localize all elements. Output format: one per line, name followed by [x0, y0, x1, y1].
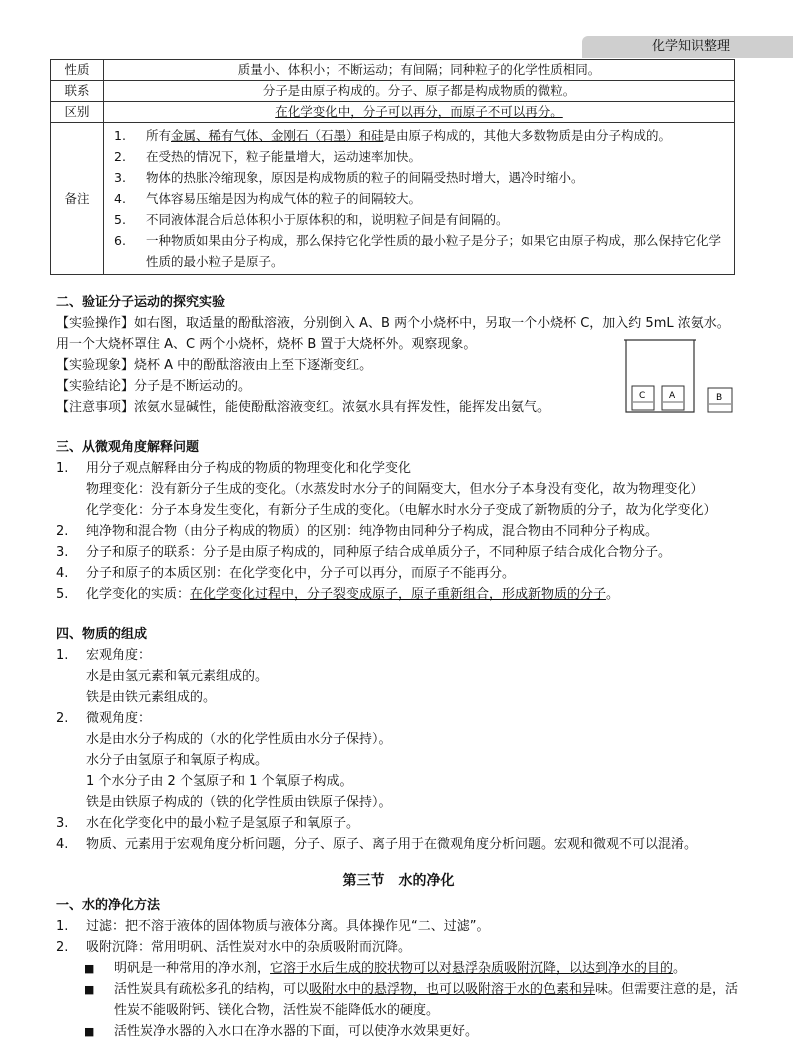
- note-text-post: 是由原子构成的，其他大多数物质是由分子构成的。: [383, 128, 672, 143]
- note-item: [112, 188, 728, 209]
- bullet-text-underlined: 吸附水中的悬浮物，也可以吸附溶于水的色素和异: [309, 982, 596, 997]
- list-number: 1.: [56, 919, 69, 934]
- note-text-underlined: 金属、稀有气体、金刚石（石墨）和硅: [171, 128, 384, 143]
- beaker-diagram: [624, 336, 744, 416]
- bullet-text-post: 。: [673, 961, 687, 976]
- list-number: 1.: [56, 648, 69, 663]
- list-text: 宏观角度：: [86, 648, 152, 663]
- bullet-item: [56, 958, 741, 979]
- composition-section: [56, 624, 741, 855]
- bullet-item: [56, 1021, 741, 1042]
- bullet-square-icon: ■: [84, 983, 95, 996]
- table-row: [51, 60, 735, 81]
- list-text: 微观角度：: [86, 711, 152, 726]
- note-text: 物体的热胀冷缩现象，原因是构成物质的粒子的间隔受热时增大，遇冷时缩小。: [146, 170, 584, 185]
- list-item: [56, 834, 741, 855]
- bullet-item: [56, 979, 741, 1021]
- list-item: [56, 916, 741, 937]
- list-number: 2.: [56, 711, 69, 726]
- beaker-label-a: A: [669, 391, 676, 401]
- list-number: 5.: [56, 587, 69, 602]
- note-number: 4.: [114, 191, 126, 206]
- list-subitem: 铁是由铁原子构成的（铁的化学性质由铁原子保持）。: [86, 795, 392, 810]
- list-item: [56, 708, 741, 729]
- list-text: 用分子观点解释由分子构成的物质的物理变化和化学变化: [86, 461, 412, 476]
- row-value: [104, 102, 735, 123]
- note-item: [112, 209, 728, 230]
- list-subitem: 水分子由氢原子和氧原子构成。: [86, 753, 269, 768]
- list-text: 纯净物和混合物（由分子构成的物质）的区别：纯净物由同种分子构成，混合物由不同种分子构成。: [86, 524, 659, 539]
- list-number: 3.: [56, 545, 69, 560]
- row-key: 联系: [51, 81, 104, 102]
- row-value: 分子是由原子构成的。分子、原子都是构成物质的微粒。: [104, 81, 735, 102]
- notes-cell: [104, 123, 735, 275]
- list-subitem: 物理变化：没有新分子生成的变化。（水蒸发时水分子的间隔变大，但水分子本身没有变化，故为物理变化）: [86, 482, 704, 497]
- row-value: 质量小、体积小；不断运动；有间隔；同种粒子的化学性质相同。: [104, 60, 735, 81]
- note-number: 2.: [114, 149, 126, 164]
- list-item: [56, 458, 741, 479]
- list-text-underlined: 在化学变化过程中，分子裂变成原子，原子重新组合，形成新物质的分子: [190, 587, 607, 602]
- note-text: 在受热的情况下，粒子能量增大，运动速率加快。: [146, 149, 422, 164]
- row-value-text: 在化学变化中，分子可以再分，而原子不可以再分。: [275, 104, 563, 119]
- note-item: [112, 146, 728, 167]
- list-text: 过滤：把不溶于液体的固体物质与液体分离。具体操作见“二、过滤”。: [86, 919, 490, 934]
- micro-section: [56, 437, 741, 605]
- main-content: [56, 292, 741, 1042]
- note-number: 1.: [114, 128, 126, 143]
- section-title: 第三节 水的净化: [342, 873, 455, 889]
- list-number: 2.: [56, 940, 69, 955]
- list-text: 水在化学变化中的最小粒子是氢原子和氧原子。: [86, 816, 360, 831]
- note-item: [112, 167, 728, 188]
- bullet-text-pre: 明矾是一种常用的净水剂，: [114, 961, 271, 976]
- list-subitem: 水是由氢元素和氧元素组成的。: [86, 669, 269, 684]
- bullet-square-icon: ■: [84, 962, 95, 975]
- note-item: [112, 230, 728, 272]
- list-item: [56, 542, 741, 563]
- list-text: 吸附沉降：常用明矾、活性炭对水中的杂质吸附而沉降。: [86, 940, 412, 955]
- bullet-text-pre: 活性炭具有疏松多孔的结构，可以: [114, 982, 310, 997]
- row-key: 性质: [51, 60, 104, 81]
- experiment-phenomenon: 【实验现象】烧杯 A 中的酚酞溶液由上至下逐渐变红。: [56, 358, 373, 373]
- list-item: [56, 584, 741, 605]
- list-text: 物质、元素用于宏观角度分析问题，分子、原子、离子用于在微观角度分析问题。宏观和微观不可以混淆。: [86, 837, 698, 852]
- list-subitem: 化学变化：分子本身发生变化，有新分子生成的变化。（电解水时水分子变成了新物质的分子，故为化学变化）: [86, 503, 717, 518]
- list-item: [56, 563, 741, 584]
- row-key: 区别: [51, 102, 104, 123]
- list-subitem: 水是由水分子构成的（水的化学性质由水分子保持）。: [86, 732, 392, 747]
- list-number: 1.: [56, 461, 69, 476]
- section-heading: 三、从微观角度解释问题: [56, 440, 200, 455]
- beaker-label-c: C: [639, 391, 646, 401]
- bullet-text-post: 味。但需要注意的是，活性炭不能吸附钙、镁化合物，活性炭不能降低水的硬度。: [114, 982, 739, 1018]
- note-text-pre: 所有: [146, 128, 172, 143]
- bullet-text: 活性炭净水器的入水口在净水器的下面，可以使净水效果更好。: [114, 1024, 479, 1039]
- table-row: [51, 81, 735, 102]
- experiment-conclusion: 【实验结论】分子是不断运动的。: [56, 379, 252, 394]
- list-number: 2.: [56, 524, 69, 539]
- notes-key: 备注: [51, 123, 104, 275]
- list-text: 分子和原子的本质区别：在化学变化中，分子可以再分，而原子不能再分。: [86, 566, 516, 581]
- note-item: [112, 125, 728, 146]
- note-text: 一种物质如果由分子构成，那么保持它化学性质的最小粒子是分子；如果它由原子构成，那么保持它化学性质的最小粒子是原子。: [146, 233, 722, 269]
- list-item: [56, 813, 741, 834]
- list-item: [56, 521, 741, 542]
- table-row: [51, 102, 735, 123]
- list-text-pre: 化学变化的实质：: [86, 587, 191, 602]
- note-text: 气体容易压缩是因为构成气体的粒子的间隔较大。: [146, 191, 422, 206]
- experiment-notice: 【注意事项】浓氨水显碱性，能使酚酞溶液变红。浓氨水具有挥发性，能挥发出氨气。: [56, 400, 551, 415]
- list-subitem: 铁是由铁元素组成的。: [86, 690, 217, 705]
- section-heading: 二、验证分子运动的探究实验: [56, 295, 226, 310]
- experiment-section: [56, 292, 741, 418]
- note-text: [146, 125, 728, 146]
- note-number: 5.: [114, 212, 126, 227]
- section-heading: 一、水的净化方法: [56, 898, 161, 913]
- list-number: 3.: [56, 816, 69, 831]
- bullet-text: [114, 979, 741, 1021]
- list-number: 4.: [56, 837, 69, 852]
- experiment-operation: 【实验操作】如右图，取适量的酚酞溶液，分别倒入 A、B 两个小烧杯中，另取一个小烧杯 C，加入约 5mL 浓氨水。用一个大烧杯罩住 A、C 两个小烧杯，烧杯 B 置于大烧杯外。观察现象。: [56, 316, 730, 352]
- note-text: 不同液体混合后总体积小于原体积的和，说明粒子间是有间隔的。: [146, 212, 509, 227]
- bullet-text-underlined: 它溶于水后生成的胶状物可以对悬浮杂质吸附沉降，以达到净水的目的: [270, 961, 674, 976]
- list-number: 4.: [56, 566, 69, 581]
- header-tab: 化学知识整理: [582, 36, 793, 58]
- section-heading: 四、物质的组成: [56, 627, 148, 642]
- note-number: 3.: [114, 170, 126, 185]
- list-text-post: 。: [606, 587, 620, 602]
- list-text: 分子和原子的联系：分子是由原子构成的，同种原子结合成单质分子，不同种原子结合成化合物分子。: [86, 545, 672, 560]
- note-number: 6.: [114, 233, 126, 248]
- table-row-notes: [51, 123, 735, 275]
- purification-section: [56, 895, 741, 1042]
- beaker-label-b: B: [716, 393, 723, 403]
- bullet-square-icon: ■: [84, 1025, 95, 1038]
- bullet-text: [114, 958, 741, 979]
- list-subitem: 1 个水分子由 2 个氢原子和 1 个氧原子构成。: [86, 774, 353, 789]
- list-item: [56, 937, 741, 958]
- list-item: [56, 645, 741, 666]
- list-text: [86, 584, 741, 605]
- properties-table: [50, 59, 735, 275]
